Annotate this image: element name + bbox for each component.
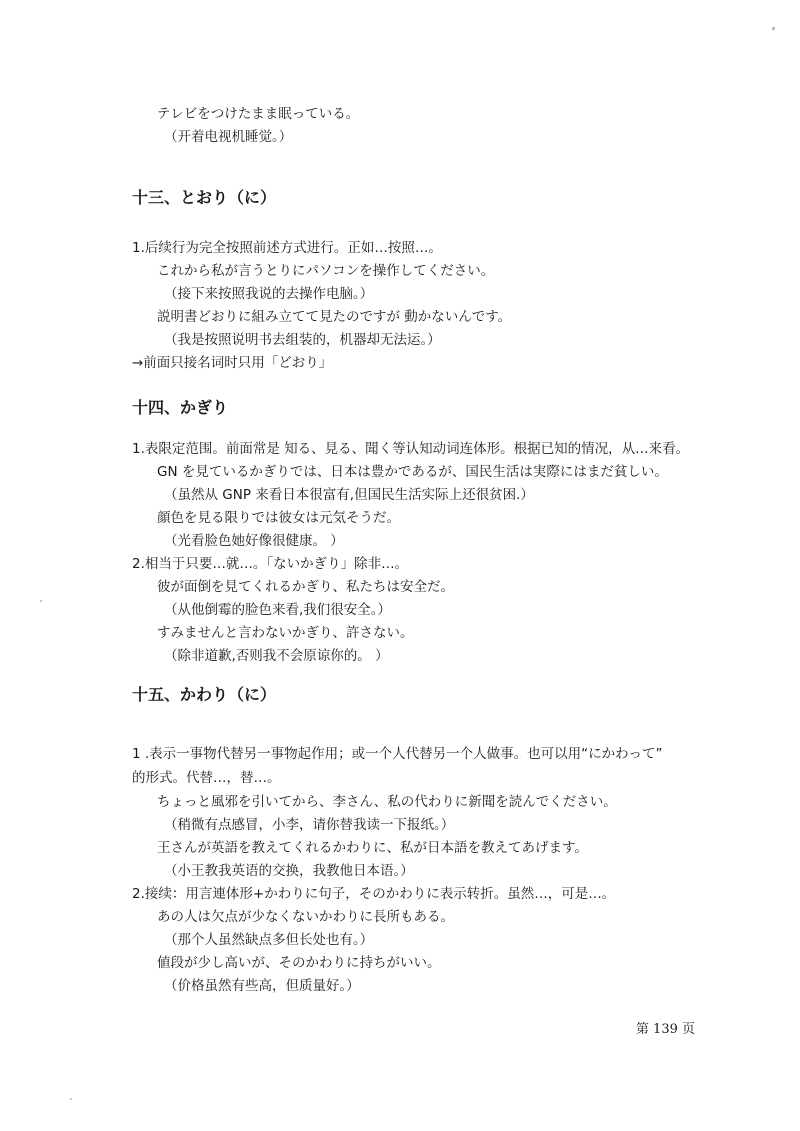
section-14-example-jp: 彼が面倒を見てくれるかぎり、私たちは安全だ。 [157, 579, 454, 595]
section-13-example-cn: （我是按照说明书去组装的，机器却无法运。） [164, 332, 441, 348]
section-14-rule-2: 2.相当于只要…就…。「ないかぎり」除非…。 [132, 556, 409, 572]
section-14-example-jp: 顔色を見る限りでは彼女は元気そうだ。 [157, 510, 400, 526]
section-14-example-cn: （从他倒霉的脸色来看,我们很安全。） [164, 602, 392, 618]
intro-example-jp: テレビをつけたまま眠っている。 [157, 106, 360, 122]
section-14-title: 十四、かぎり [132, 398, 229, 417]
section-13-example-jp: これから私が言うとりにパソコンを操作してください。 [157, 263, 495, 279]
section-15-example-jp: あの人は欠点が少なくないかわりに長所もある。 [157, 909, 454, 925]
section-15-example-jp: 値段が少し高いが、そのかわりに持ちがいい。 [157, 955, 441, 971]
section-15-example-jp: 王さんが英語を教えてくれるかわりに、私が日本語を教えてあげます。 [157, 840, 588, 856]
intro-example-cn: （开着电视机睡觉。） [164, 129, 293, 145]
section-15-example-cn: （小王教我英语的交换，我教他日本语。） [164, 863, 414, 879]
section-15-example-cn: （那个人虽然缺点多但长处也有。） [164, 932, 374, 948]
section-15-rule-1-cont: 的形式。代替…，替…。 [132, 770, 281, 786]
section-14-example-cn: （虽然从 GNP 来看日本很富有,但国民生活实际上还很贫困.） [164, 487, 534, 503]
scan-speck [70, 1098, 72, 1100]
section-15-rule-1: 1 .表示一事物代替另一事物起作用；或一个人代替另一个人做事。也可以用“にかわって” [132, 746, 663, 762]
section-15-rule-2: 2.接续：用言連体形+かわりに句子，そのかわりに表示转折。虽然…，可是…。 [132, 886, 616, 902]
scan-speck [40, 600, 42, 602]
section-14-example-jp: すみませんと言わないかぎり、許さない。 [157, 625, 414, 641]
section-13-example-cn: （接下来按照我说的去操作电脑。） [164, 286, 374, 302]
section-15-example-cn: （稍微有点感冒，小李，请你替我读一下报纸。） [164, 817, 455, 833]
section-15-example-cn: （价格虽然有些高，但质量好。） [164, 978, 360, 994]
scan-speck [772, 27, 775, 30]
section-14-example-jp: GN を見ているかぎりでは、日本は豊かであるが、国民生活は実際にはまだ貧しい。 [157, 464, 668, 480]
section-13-note: →前面只接名词时只用「どおり」 [132, 355, 333, 371]
section-13-title: 十三、とおり（に） [132, 188, 277, 207]
section-14-example-cn: （除非道歉,否则我不会原谅你的。 ） [164, 648, 389, 664]
section-14-rule-1: 1.表限定范围。前面常是 知る、見る、聞く等认知动词连体形。根据已知的情况，从…来看。 [132, 441, 690, 457]
page-number: 第 139 页 [635, 1022, 695, 1037]
section-14-example-cn: （光看脸色她好像很健康。 ） [164, 533, 344, 549]
section-13-rule-1: 1.后续行为完全按照前述方式进行。正如…按照…。 [132, 240, 442, 256]
section-15-example-jp: ちょっと風邪を引いてから、李さん、私の代わりに新聞を読んでください。 [157, 794, 617, 810]
section-13-example-jp: 説明書どおりに組み立てて見たのですが 動かないんです。 [157, 309, 512, 325]
section-15-title: 十五、かわり（に） [132, 685, 277, 704]
